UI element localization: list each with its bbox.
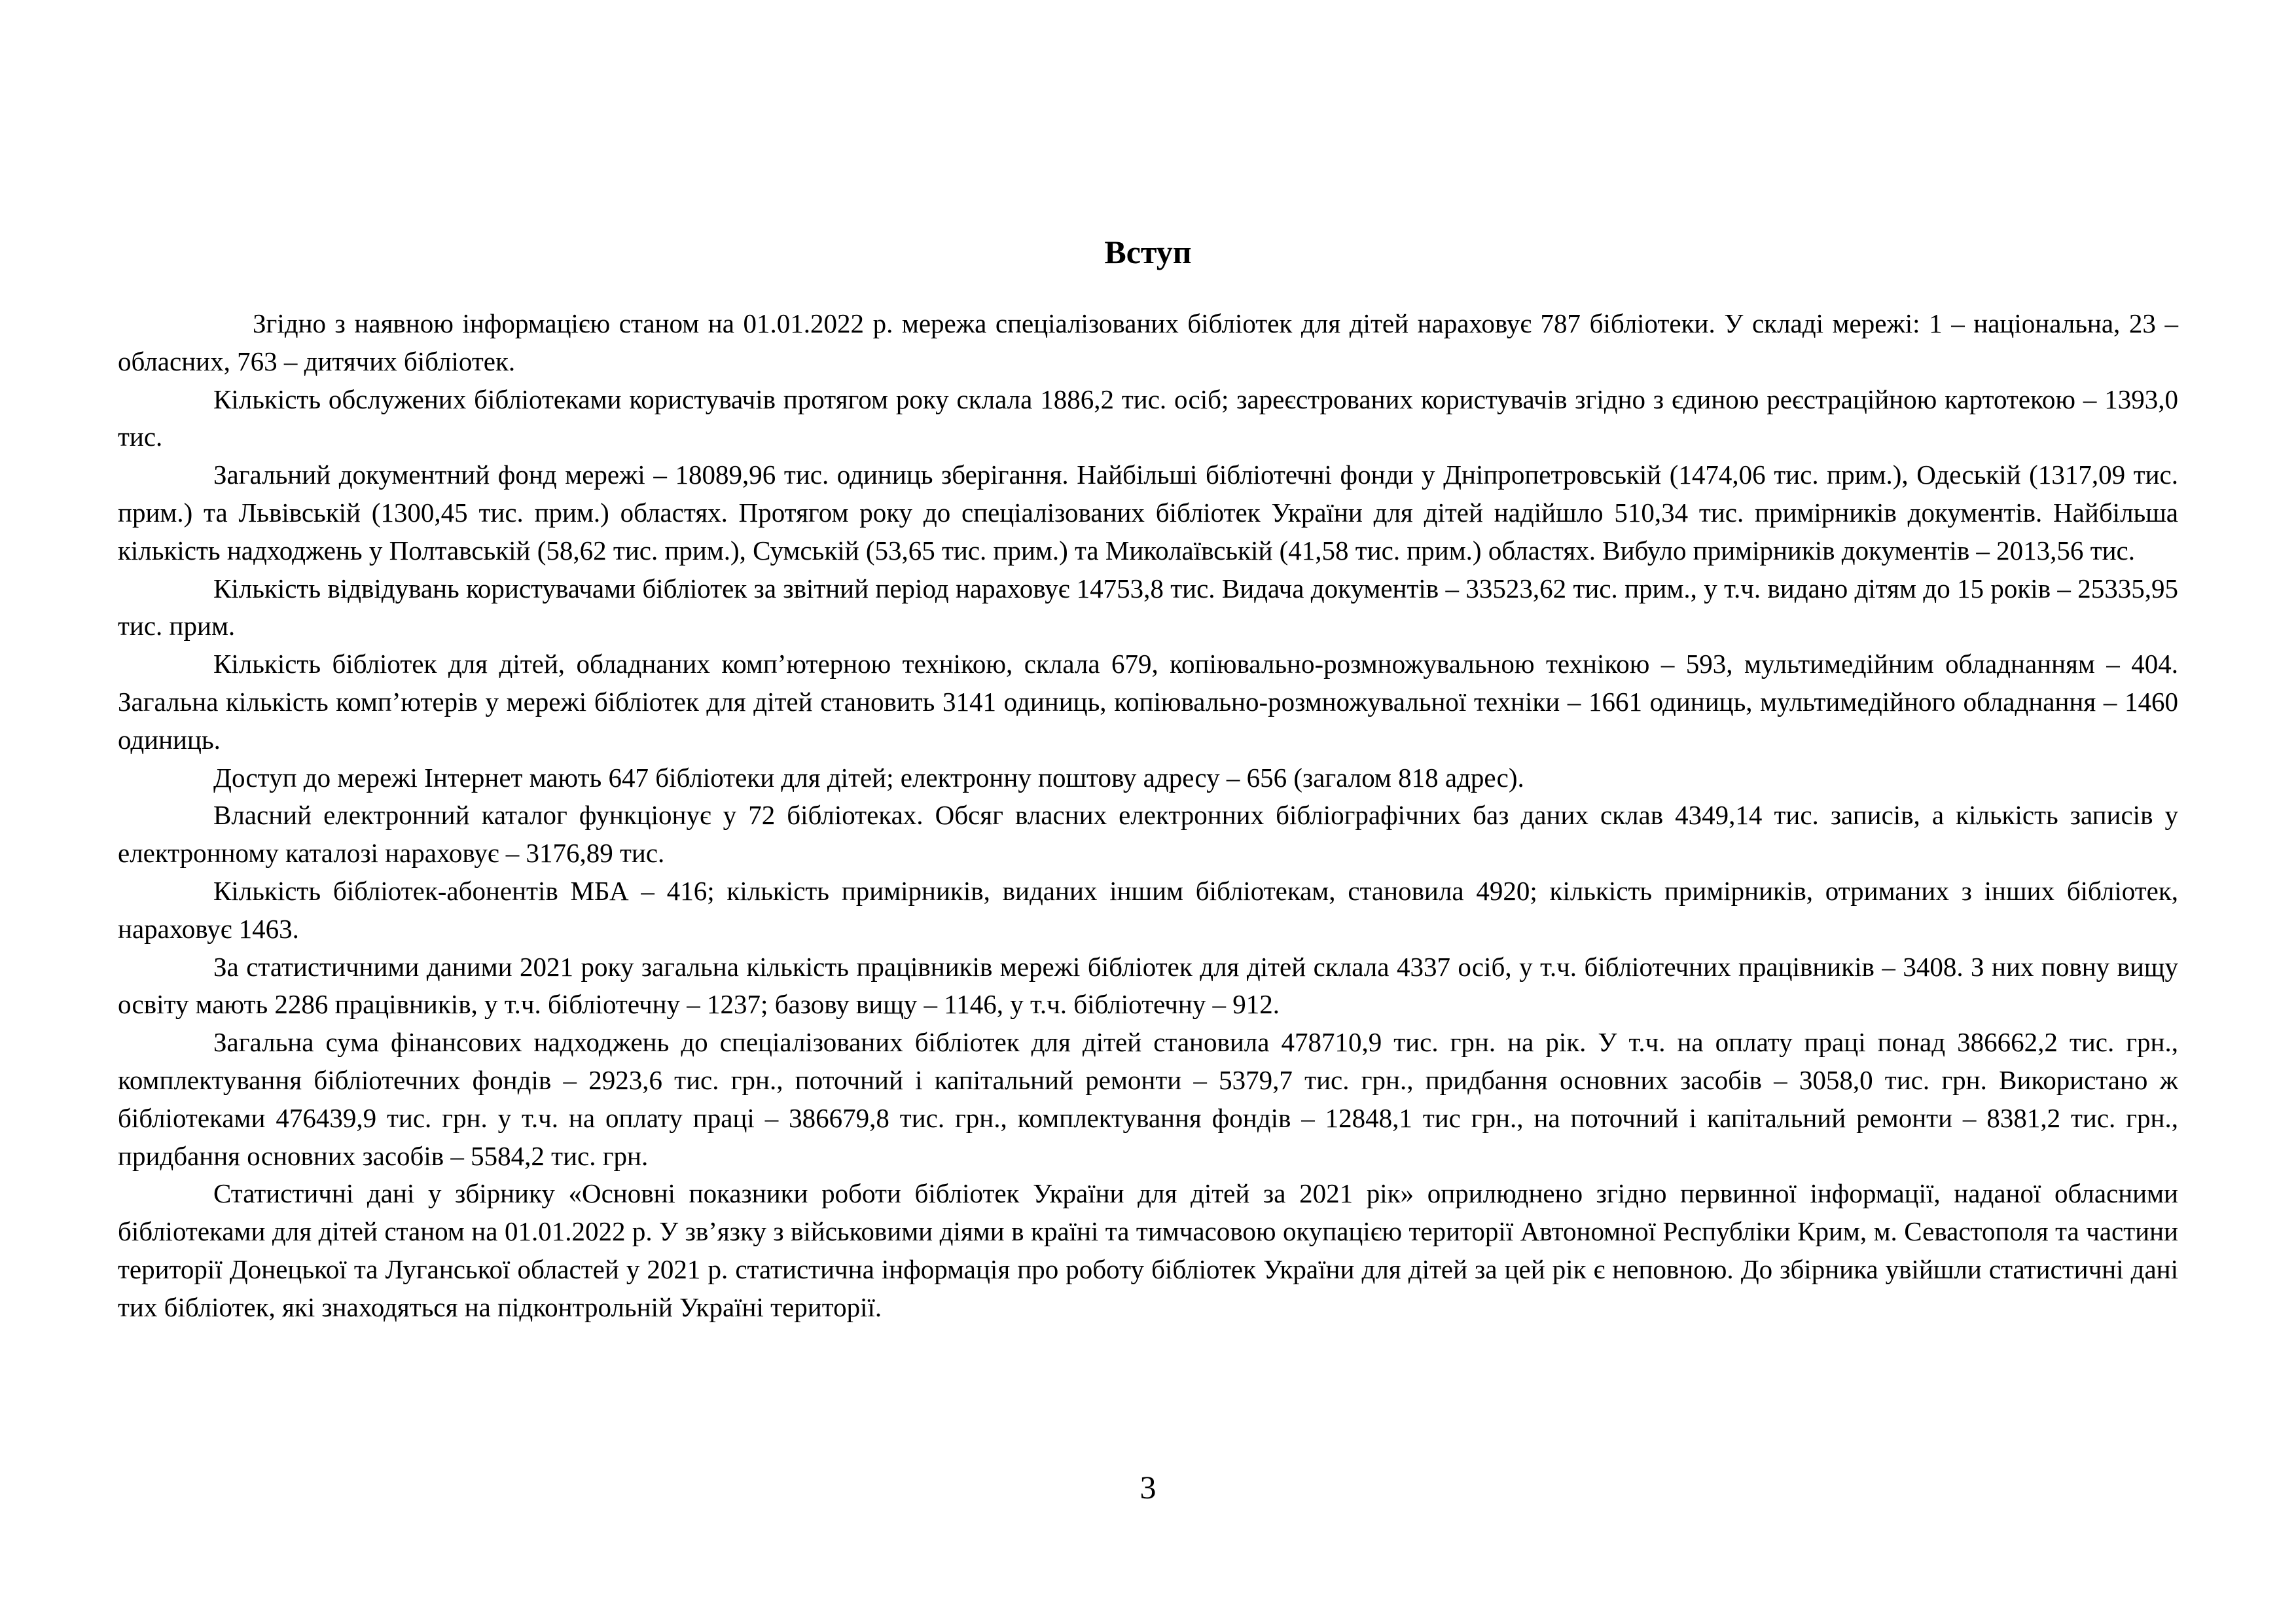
page-title: Вступ bbox=[1104, 234, 1192, 270]
paragraph-statistics-note: Статистичні дані у збірнику «Основні показники роботи бібліотек України для дітей за 2021 рік» оприлюднено згідно первинної інформації, наданої обласними бібліотеками для дітей станом на 01.01.2022 р. У зв’язку з військовими діями в країні та тимчасовою окупацією території Автономної Республіки Крим, м. Севастополя та частини території Донецької та Луганської областей у 2021 р. статистична інформація про роботу бібліотек України для дітей за цей рік є неповною. До збірника увійшли статистичні дані тих бібліотек, які знаходяться на підконтрольній Україні території. bbox=[118, 1178, 2178, 1322]
paragraph-users: Кількість обслужених бібліотеками користувачів протягом року склала 1886,2 тис. осіб; зареєстрованих користувачів згідно з єдиною реєстраційною картотекою – 1393,0 тис. bbox=[118, 384, 2178, 452]
paragraph-catalog: Власний електронний каталог функціонує у 72 бібліотеках. Обсяг власних електронних бібліографічних баз даних склав 4349,14 тис. записів, а кількість записів у електронному каталозі нараховує – 3176,89 тис. bbox=[118, 800, 2178, 869]
paragraph-network: Згідно з наявною інформацією станом на 01.01.2022 р. мережа спеціалізованих бібліотек для дітей нараховує 787 бібліотеки. У складі мережі: 1 – національна, 23 – обласних, 763 – дитячих бібліотек. bbox=[118, 308, 2178, 376]
paragraph-staff: За статистичними даними 2021 року загальна кількість працівників мережі бібліотек для дітей склала 4337 осіб, у т.ч. бібліотечних працівників – 3408. З них повну вищу освіту мають 2286 працівників, у т.ч. бібліотечну – 1237; базову вищу – 1146, у т.ч. бібліотечну – 912. bbox=[118, 951, 2178, 1020]
paragraph-interlibrary-loan: Кількість бібліотек-абонентів МБА – 416; кількість примірників, виданих іншим бібліотекам, становила 4920; кількість примірників, отриманих з інших бібліотек, нараховує 1463. bbox=[118, 875, 2178, 944]
paragraph-equipment: Кількість бібліотек для дітей, обладнаних комп’ютерною технікою, склала 679, копіювально-розмножувальною технікою – 593, мультимедійним обладнанням – 404. Загальна кількість комп’ютерів у мережі бібліотек для дітей становить 3141 одиниць, копіювально-розмножувальної техніки – 1661 одиниць, мультимедійного обладнання – 1460 одиниць. bbox=[118, 649, 2178, 755]
document-body bbox=[118, 305, 2178, 1327]
paragraph-internet: Доступ до мережі Інтернет мають 647 бібліотеки для дітей; електронну поштову адресу – 656 (загалом 818 адрес). bbox=[213, 762, 1524, 793]
paragraph-finance: Загальна сума фінансових надходжень до спеціалізованих бібліотек для дітей становила 478710,9 тис. грн. на рік. У т.ч. на оплату праці понад 386662,2 тис. грн., комплектування бібліотечних фондів – 2923,6 тис. грн., поточний і капітальний ремонти – 5379,7 тис. грн., придбання основних засобів – 3058,0 тис. грн. Використано ж бібліотеками 476439,9 тис. грн. у т.ч. на оплату праці – 386679,8 тис. грн., комплектування фондів – 12848,1 тис грн., на поточний і капітальний ремонти – 8381,2 тис. грн., придбання основних засобів – 5584,2 тис. грн. bbox=[118, 1027, 2178, 1171]
paragraph-collection: Загальний документний фонд мережі – 18089,96 тис. одиниць зберігання. Найбільші бібліотечні фонди у Дніпропетровській (1474,06 тис. прим.), Одеській (1317,09 тис. прим.) та Львівській (1300,45 тис. прим.) областях. Протягом року до спеціалізованих бібліотек України для дітей надійшло 510,34 тис. примірників документів. Найбільша кількість надходжень у Полтавській (58,62 тис. прим.), Сумській (53,65 тис. прим.) та Миколаївській (41,58 тис. прим.) областях. Вибуло примірників документів – 2013,56 тис. bbox=[118, 460, 2178, 566]
page-number: 3 bbox=[1139, 1469, 1157, 1506]
paragraph-visits: Кількість відвідувань користувачами бібліотек за звітний період нараховує 14753,8 тис. Видача документів – 33523,62 тис. прим., у т.ч. видано дітям до 15 років – 25335,95 тис. прим. bbox=[118, 573, 2178, 641]
